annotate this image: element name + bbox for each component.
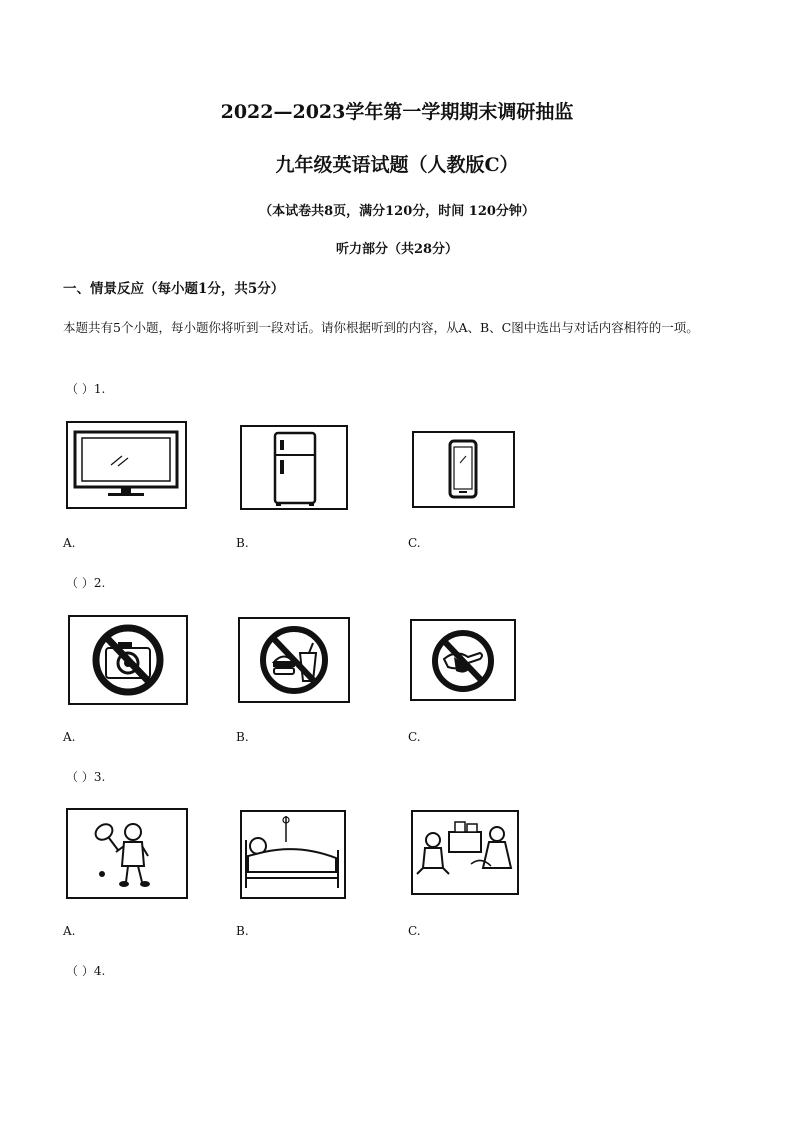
no-camera-icon [68, 615, 188, 705]
part-title: 听力部分（共28分） [335, 242, 459, 257]
fridge-icon [240, 425, 348, 510]
q1-option-c-label: C. [408, 536, 421, 550]
question-1-number: （ ）1. [66, 382, 106, 396]
tv-icon [66, 421, 187, 509]
q1-option-c-picture[interactable] [412, 431, 515, 508]
sick-in-bed-icon [240, 810, 346, 899]
q1-option-b-picture[interactable] [240, 425, 348, 510]
question-3-number: （ ）3. [66, 770, 106, 784]
no-touch-icon [410, 619, 516, 701]
question-4-number: （ ）4. [66, 964, 106, 978]
q3-option-a-label: A. [63, 924, 76, 938]
q3-option-b-picture[interactable] [240, 810, 346, 899]
q2-option-c-label: C. [408, 730, 421, 744]
no-food-icon [238, 617, 350, 703]
q1-option-b-label: B. [236, 536, 249, 550]
q3-option-b-label: B. [236, 924, 249, 938]
q3-option-c-picture[interactable] [411, 810, 519, 895]
exam-subtitle: 九年级英语试题（人教版C） [275, 154, 519, 176]
q2-option-a-label: A. [63, 730, 76, 744]
q1-option-a-label: A. [63, 536, 76, 550]
q3-option-a-picture[interactable] [66, 808, 188, 899]
kids-playing-icon [411, 810, 519, 895]
section-heading: 一、情景反应（每小题1分，共5分） [63, 281, 285, 297]
q2-option-a-picture[interactable] [68, 615, 188, 705]
question-2-number: （ ）2. [66, 576, 106, 590]
q2-option-c-picture[interactable] [410, 619, 516, 701]
q2-option-b-label: B. [236, 730, 249, 744]
q2-option-b-picture[interactable] [238, 617, 350, 703]
section-instructions: 本题共有5个小题，每小题你将听到一段对话。请你根据听到的内容，从A、B、C图中选出与对话内容相符的一项。 [63, 320, 699, 335]
q3-option-c-label: C. [408, 924, 421, 938]
q1-option-a-picture[interactable] [66, 421, 187, 509]
exam-title: 2022—2023学年第一学期期末调研抽监 [220, 101, 574, 123]
phone-icon [412, 431, 515, 508]
exam-info: （本试卷共8页，满分120分，时间 120分钟） [259, 204, 535, 219]
tennis-player-icon [66, 808, 188, 899]
